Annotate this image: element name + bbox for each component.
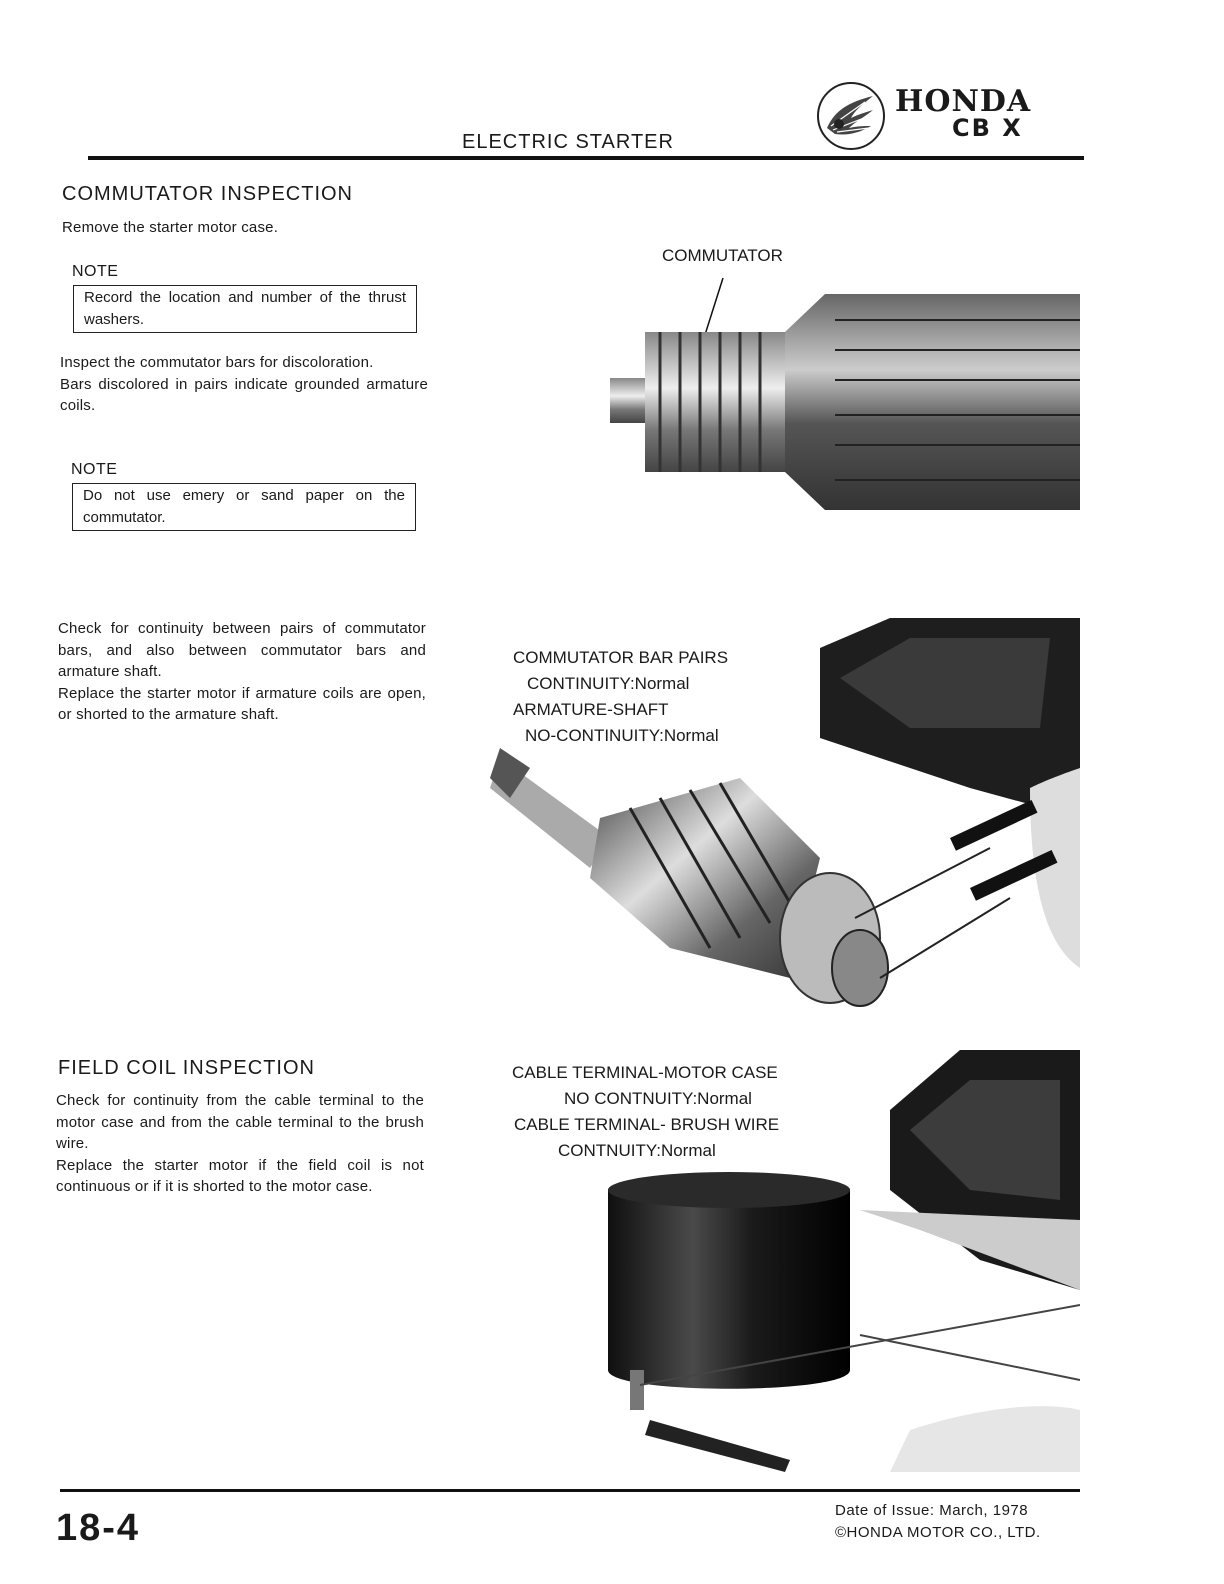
footer-rule bbox=[60, 1489, 1080, 1492]
paragraph: Check for continuity from the cable terminal to the motor case and from the cable terminal to the brush wire. bbox=[56, 1092, 424, 1152]
copyright: ©HONDA MOTOR CO., LTD. bbox=[835, 1524, 1041, 1541]
section-title: ELECTRIC STARTER bbox=[462, 131, 674, 153]
footer-info bbox=[835, 1500, 1041, 1544]
page-number: 18-4 bbox=[56, 1507, 141, 1549]
intro-text bbox=[62, 217, 432, 239]
caption-line: CONTINUITY:Normal bbox=[527, 674, 690, 693]
model-name: CB X bbox=[952, 114, 1023, 142]
caption-line: CABLE TERMINAL-MOTOR CASE bbox=[512, 1063, 778, 1082]
caption-line: ARMATURE-SHAFT bbox=[513, 700, 669, 719]
paragraph: Inspect the commutator bars for discoloration. bbox=[60, 354, 374, 371]
caption-line: CONTNUITY:Normal bbox=[558, 1141, 716, 1160]
caption-line: NO CONTNUITY:Normal bbox=[564, 1089, 752, 1108]
brand-name: HONDA bbox=[895, 84, 1032, 119]
note-label: NOTE bbox=[71, 461, 118, 478]
header-rule bbox=[88, 156, 1084, 160]
paragraph: Check for continuity between pairs of commutator bars, and also between commutator bars and armature shaft. bbox=[58, 620, 426, 680]
honda-wing-logo bbox=[815, 80, 887, 152]
note-box: Record the location and number of the thrust washers. bbox=[73, 285, 417, 333]
armature-test-caption bbox=[513, 645, 728, 749]
commutator-section-title: COMMUTATOR INSPECTION bbox=[62, 183, 353, 205]
paragraph: Replace the starter motor if the field coil is not continuous or if it is shorted to the motor case. bbox=[56, 1156, 424, 1195]
inspection-text bbox=[60, 352, 428, 417]
paragraph: Replace the starter motor if armature coils are open, or shorted to the armature shaft. bbox=[58, 684, 426, 723]
continuity-text bbox=[58, 618, 426, 726]
issue-date: Date of Issue: March, 1978 bbox=[835, 1502, 1029, 1519]
commutator-label: COMMUTATOR bbox=[662, 246, 783, 265]
intro-line: Remove the starter motor case. bbox=[62, 219, 279, 236]
note-label: NOTE bbox=[72, 263, 119, 280]
commutator-photo bbox=[605, 270, 1080, 515]
caption-line: CABLE TERMINAL- BRUSH WIRE bbox=[514, 1115, 780, 1134]
caption-line: COMMUTATOR BAR PAIRS bbox=[513, 648, 729, 667]
field-coil-section-title: FIELD COIL INSPECTION bbox=[58, 1057, 315, 1079]
field-coil-text bbox=[56, 1090, 424, 1198]
note-box: Do not use emery or sand paper on the commutator. bbox=[72, 483, 416, 531]
caption-line: NO-CONTINUITY:Normal bbox=[525, 726, 719, 745]
field-coil-test-caption bbox=[512, 1060, 779, 1164]
paragraph: Bars discolored in pairs indicate grounded armature coils. bbox=[60, 375, 428, 414]
